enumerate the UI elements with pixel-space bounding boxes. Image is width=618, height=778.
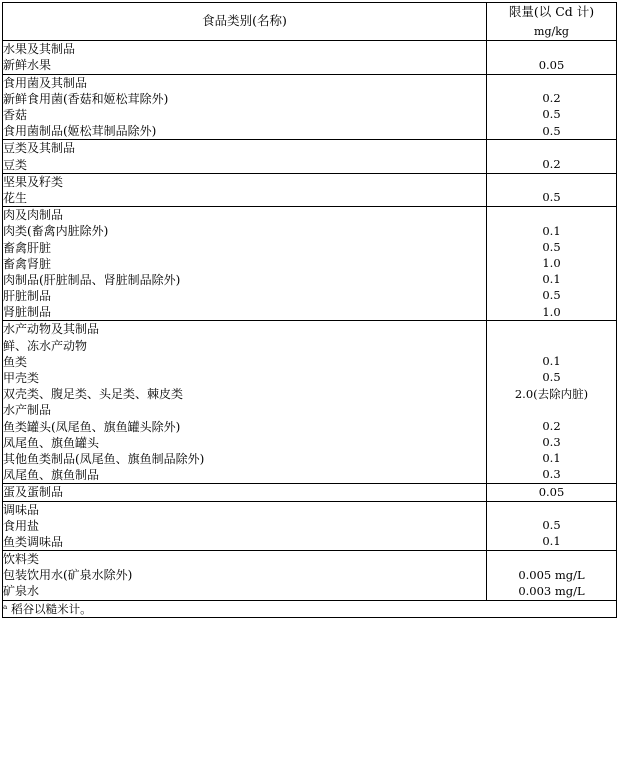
row-limit: 0.05 — [487, 484, 617, 501]
row-category: 其他鱼类制品(凤尾鱼、旗鱼制品除外) — [3, 451, 487, 467]
table-body — [3, 41, 617, 600]
table-row — [3, 338, 617, 354]
table-row — [3, 354, 617, 370]
table-row — [3, 567, 617, 583]
row-category: 鲜、冻水产动物 — [3, 338, 487, 354]
row-limit: 0.1 — [487, 272, 617, 288]
table-row — [3, 157, 617, 174]
table-row — [3, 484, 617, 501]
header-category — [3, 3, 487, 41]
row-limit: 0.05 — [487, 57, 617, 74]
table-row — [3, 321, 617, 338]
row-limit: 0.1 — [487, 223, 617, 239]
row-category: 肾脏制品 — [3, 304, 487, 321]
header-row — [3, 3, 617, 41]
row-category: 调味品 — [3, 501, 487, 518]
row-category: 畜禽肝脏 — [3, 240, 487, 256]
row-limit: 0.5 — [487, 107, 617, 123]
row-category: 水产动物及其制品 — [3, 321, 487, 338]
row-limit: 0.003 mg/L — [487, 583, 617, 600]
row-limit: 1.0 — [487, 256, 617, 272]
row-category: 凤尾鱼、旗鱼罐头 — [3, 435, 487, 451]
row-category: 肉类(畜禽内脏除外) — [3, 223, 487, 239]
row-limit: 0.2 — [487, 91, 617, 107]
row-limit — [487, 140, 617, 157]
table-row — [3, 288, 617, 304]
row-limit — [487, 338, 617, 354]
table-row — [3, 518, 617, 534]
header-category-label: 食品类别(名称) — [202, 13, 287, 29]
row-category: 鱼类 — [3, 354, 487, 370]
row-limit: 0.5 — [487, 288, 617, 304]
table-row — [3, 402, 617, 418]
table-row — [3, 583, 617, 600]
row-limit: 0.5 — [487, 518, 617, 534]
row-category: 双壳类、腹足类、头足类、棘皮类 — [3, 386, 487, 402]
table-footer — [3, 600, 617, 617]
row-category: 新鲜水果 — [3, 57, 487, 74]
row-limit — [487, 41, 617, 58]
row-limit — [487, 551, 617, 568]
row-limit: 1.0 — [487, 304, 617, 321]
row-limit: 0.2 — [487, 157, 617, 174]
row-category: 鱼类调味品 — [3, 534, 487, 551]
row-category: 饮料类 — [3, 551, 487, 568]
row-limit — [487, 501, 617, 518]
row-limit: 0.1 — [487, 534, 617, 551]
table-row — [3, 451, 617, 467]
row-limit: 0.3 — [487, 435, 617, 451]
row-category: 花生 — [3, 190, 487, 207]
table-row — [3, 370, 617, 386]
row-category: 矿泉水 — [3, 583, 487, 600]
table-row — [3, 386, 617, 402]
row-category: 甲壳类 — [3, 370, 487, 386]
table-row — [3, 419, 617, 435]
table-row — [3, 123, 617, 140]
cadmium-limits-table — [2, 2, 617, 618]
row-limit: 0.005 mg/L — [487, 567, 617, 583]
row-category: 香菇 — [3, 107, 487, 123]
row-category: 食用菌制品(姬松茸制品除外) — [3, 123, 487, 140]
table-header — [3, 3, 617, 41]
table-row — [3, 57, 617, 74]
row-limit: 0.5 — [487, 190, 617, 207]
row-category: 豆类 — [3, 157, 487, 174]
row-limit: 0.3 — [487, 467, 617, 484]
row-category: 肉制品(肝脏制品、肾脏制品除外) — [3, 272, 487, 288]
footnote-text: ᵃ 稻谷以糙米计。 — [3, 600, 617, 617]
row-category: 食用菌及其制品 — [3, 74, 487, 91]
row-limit: 0.5 — [487, 240, 617, 256]
table-row — [3, 304, 617, 321]
row-category: 肝脏制品 — [3, 288, 487, 304]
row-limit — [487, 74, 617, 91]
document-page — [0, 2, 618, 778]
row-limit: 0.2 — [487, 419, 617, 435]
table-row — [3, 41, 617, 58]
row-category: 食用盐 — [3, 518, 487, 534]
row-category: 鱼类罐头(凤尾鱼、旗鱼罐头除外) — [3, 419, 487, 435]
row-category: 水果及其制品 — [3, 41, 487, 58]
table-row — [3, 140, 617, 157]
table-row — [3, 223, 617, 239]
table-row — [3, 91, 617, 107]
header-limit-unit: mg/kg — [534, 24, 569, 38]
table-row — [3, 173, 617, 190]
table-row — [3, 272, 617, 288]
row-limit: 2.0(去除内脏) — [487, 386, 617, 402]
row-category: 坚果及籽类 — [3, 173, 487, 190]
row-category: 豆类及其制品 — [3, 140, 487, 157]
row-limit — [487, 173, 617, 190]
row-category: 新鲜食用菌(香菇和姬松茸除外) — [3, 91, 487, 107]
footnote-row — [3, 600, 617, 617]
table-row — [3, 190, 617, 207]
table-row — [3, 435, 617, 451]
row-limit: 0.1 — [487, 451, 617, 467]
table-row — [3, 534, 617, 551]
row-category: 凤尾鱼、旗鱼制品 — [3, 467, 487, 484]
row-limit — [487, 321, 617, 338]
row-limit — [487, 402, 617, 418]
row-limit: 0.5 — [487, 370, 617, 386]
header-limit — [487, 3, 617, 41]
table-row — [3, 501, 617, 518]
row-category: 包装饮用水(矿泉水除外) — [3, 567, 487, 583]
header-limit-label: 限量(以 Cd 计) — [508, 4, 595, 19]
row-category: 肉及肉制品 — [3, 207, 487, 224]
table-row — [3, 551, 617, 568]
row-limit: 0.5 — [487, 123, 617, 140]
row-category: 水产制品 — [3, 402, 487, 418]
row-limit: 0.1 — [487, 354, 617, 370]
row-category: 蛋及蛋制品 — [3, 484, 487, 501]
table-row — [3, 240, 617, 256]
table-row — [3, 107, 617, 123]
row-category: 畜禽肾脏 — [3, 256, 487, 272]
table-row — [3, 467, 617, 484]
table-row — [3, 207, 617, 224]
table-row — [3, 256, 617, 272]
table-row — [3, 74, 617, 91]
row-limit — [487, 207, 617, 224]
